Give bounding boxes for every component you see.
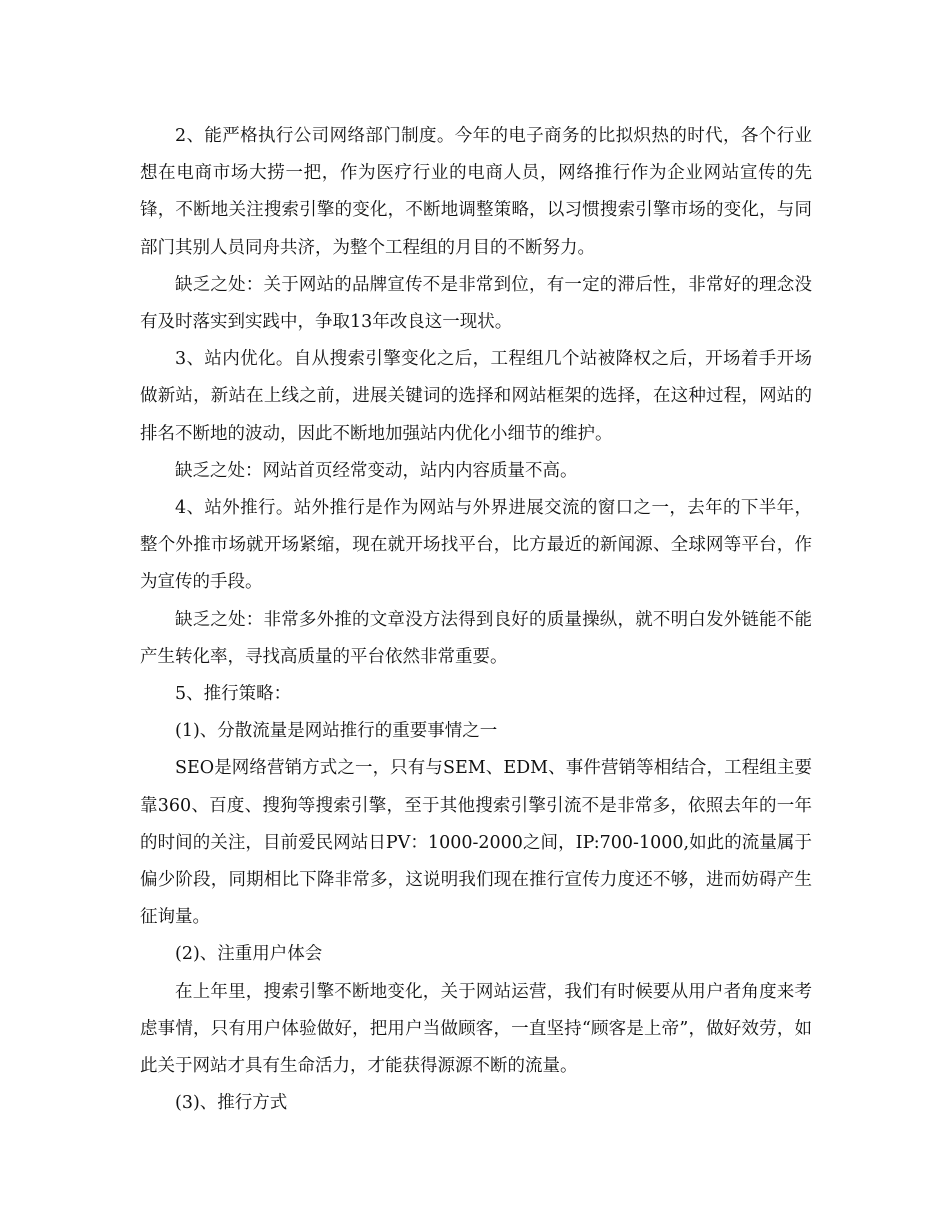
paragraph-strategy-item-1: (1)、分散流量是网站推行的重要事情之一 bbox=[175, 721, 498, 742]
paragraph-user-experience: 在上年里，搜索引擎不断地变化，关于网站运营，我们有时候要从用户者角度来考虑事情，只有用户体验做好，把用户当做顾客，一直坚持“顾客是上帝”，做好效劳，如此关于网站才具有生命活力，才能获得源源不断的流量。 bbox=[140, 981, 812, 1077]
paragraph-strategy-item-3: (3)、推行方式 bbox=[175, 1093, 288, 1114]
paragraph-brand-shortcoming: 缺乏之处：关于网站的品牌宣传不是非常到位，有一定的滞后性，非常好的理念没有及时落实到实践中，争取13年改良这一现状。 bbox=[140, 274, 812, 333]
document-page bbox=[140, 118, 812, 1122]
paragraph-offsite-promotion: 4、站外推行。站外推行是作为网站与外界进展交流的窗口之一，去年的下半年，整个外推市场就开场紧缩，现在就开场找平台，比方最近的新闻源、全球网等平台，作为宣传的手段。 bbox=[140, 498, 812, 593]
paragraph-network-department-rules: 2、能严格执行公司网络部门制度。今年的电子商务的比拟炽热的时代，各个行业想在电商市场大捞一把，作为医疗行业的电商人员，网络推行作为企业网站宣传的先锋，不断地关注搜索引擎的变化，不断地调整策略，以习惯搜索引擎市场的变化，与同部门其别人员同舟共济，为整个工程组的月目的不断努力。 bbox=[140, 126, 812, 258]
paragraph-onsite-shortcoming: 缺乏之处：网站首页经常变动，站内内容质量不高。 bbox=[175, 460, 578, 481]
paragraph-promotion-strategy-heading: 5、推行策略： bbox=[175, 684, 292, 705]
paragraph-strategy-item-2: (2)、注重用户体会 bbox=[175, 944, 323, 965]
paragraph-onsite-optimization: 3、站内优化。自从搜索引擎变化之后，工程组几个站被降权之后，开场着手开场做新站，新站在上线之前，进展关键词的选择和网站框架的选择，在这种过程，网站的排名不断地的波动，因此不断地加强站内优化小细节的维护。 bbox=[140, 349, 812, 444]
paragraph-offsite-shortcoming: 缺乏之处：非常多外推的文章没方法得到良好的质量操纵，就不明白发外链能不能产生转化率，寻找高质量的平台依然非常重要。 bbox=[140, 609, 812, 667]
paragraph-seo-traffic: SEO是网络营销方式之一，只有与SEM、EDM、事件营销等相结合，工程组主要靠360、百度、搜狗等搜索引擎，至于其他搜索引擎引流不是非常多，依照去年的一年的时间的关注，目前爱民网站日PV：1000-2000之间，IP:700-1000,如此的流量属于偏少阶段，同期相比下降非常多，这说明我们现在推行宣传力度还不够，进而妨碍产生征询量。 bbox=[140, 758, 812, 928]
